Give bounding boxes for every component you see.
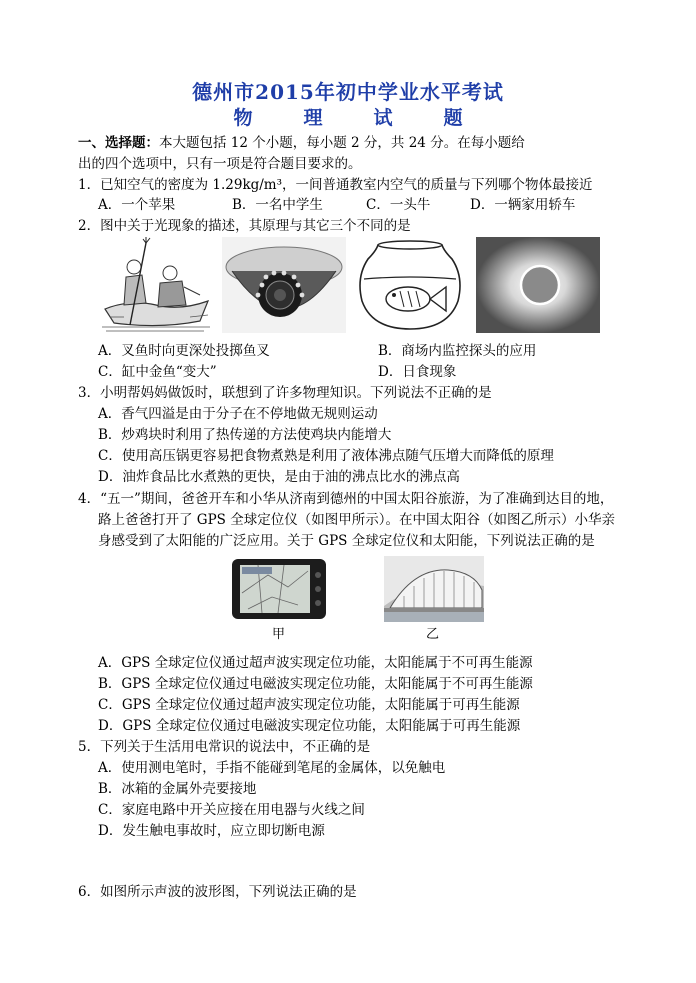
q5-stem: 5．下列关于生活用电常识的说法中，不正确的是 <box>78 739 371 755</box>
security-camera-image <box>222 237 346 333</box>
q2-option-b: B．商场内监控探头的应用 <box>378 343 537 359</box>
section-heading: 一、选择题： <box>78 135 159 151</box>
q4-stem-line3: 身感受到了太阳能的广泛应用。关于 GPS 全球定位仪和太阳能，下列说法正确的是 <box>98 533 595 549</box>
q1-stem: 1．已知空气的密度为 1.29kg/m³，一间普通教室内空气的质量与下列哪个物体最接近 <box>78 177 593 193</box>
solar-valley-building-image <box>384 556 484 622</box>
q4-option-c: C．GPS 全球定位仪通过超声波实现定位功能，太阳能属于可再生能源 <box>98 697 520 713</box>
q4-stem-line1: 4．“五一”期间，爸爸开车和小华从济南到德州的中国太阳谷旅游，为了准确到达目的地， <box>78 491 614 507</box>
q5-option-b: B．冰箱的金属外壳要接地 <box>98 781 257 797</box>
q2-stem: 2．图中关于光现象的描述，其原理与其它三个不同的是 <box>78 218 411 234</box>
caption-yi: 乙 <box>426 627 440 642</box>
q5-option-a: A．使用测电笔时，手指不能碰到笔尾的金属体，以免触电 <box>98 760 446 776</box>
gps-device-image <box>228 553 330 623</box>
q3-option-a: A．香气四溢是由于分子在不停地做无规则运动 <box>98 406 378 422</box>
fishing-boat-image <box>100 237 213 333</box>
section-intro-line2: 出的四个选项中，只有一项是符合题目要求的。 <box>78 156 362 172</box>
q1-option-a: A．一个苹果 <box>98 197 176 213</box>
q2-option-a: A．叉鱼时向更深处投掷鱼叉 <box>98 343 270 359</box>
q3-option-b: B．炒鸡块时利用了热传递的方法使鸡块内能增大 <box>98 427 392 443</box>
q3-option-c: C．使用高压锅更容易把食物煮熟是利用了液体沸点随气压增大而降低的原理 <box>98 448 554 464</box>
caption-jia: 甲 <box>272 627 286 642</box>
q3-option-d: D．油炸食品比水煮熟的更快，是由于油的沸点比水的沸点高 <box>98 469 460 485</box>
q1-option-d: D．一辆家用轿车 <box>470 197 576 213</box>
q1-option-c: C．一头牛 <box>366 197 431 213</box>
exam-subtitle: 物 理 试 题 <box>233 107 479 129</box>
q2-option-d: D．日食现象 <box>378 364 457 380</box>
section-intro-line1 <box>78 131 525 151</box>
q5-option-d: D．发生触电事故时，应立即切断电源 <box>98 823 325 839</box>
exam-title: 德州市2015年初中学业水平考试 <box>192 80 504 104</box>
section-intro-text: 本大题包括 12 个小题，每小题 2 分，共 24 分。在每小题给 <box>159 135 525 151</box>
q4-option-d: D．GPS 全球定位仪通过电磁波实现定位功能，太阳能属于可再生能源 <box>98 718 521 734</box>
goldfish-bowl-image <box>354 237 466 333</box>
q4-option-a: A．GPS 全球定位仪通过超声波实现定位功能，太阳能属于不可再生能源 <box>98 655 533 671</box>
q4-stem-line2: 路上爸爸打开了 GPS 全球定位仪（如图甲所示）。在中国太阳谷（如图乙所示）小华亲 <box>98 512 615 528</box>
q3-stem: 3．小明帮妈妈做饭时，联想到了许多物理知识。下列说法不正确的是 <box>78 385 492 401</box>
q6-stem: 6．如图所示声波的波形图，下列说法正确的是 <box>78 884 357 900</box>
solar-eclipse-image <box>476 237 600 333</box>
q5-option-c: C．家庭电路中开关应接在用电器与火线之间 <box>98 802 365 818</box>
q2-option-c: C．缸中金鱼“变大” <box>98 364 217 380</box>
q1-option-b: B．一名中学生 <box>232 197 323 213</box>
q4-option-b: B．GPS 全球定位仪通过电磁波实现定位功能，太阳能属于不可再生能源 <box>98 676 533 692</box>
